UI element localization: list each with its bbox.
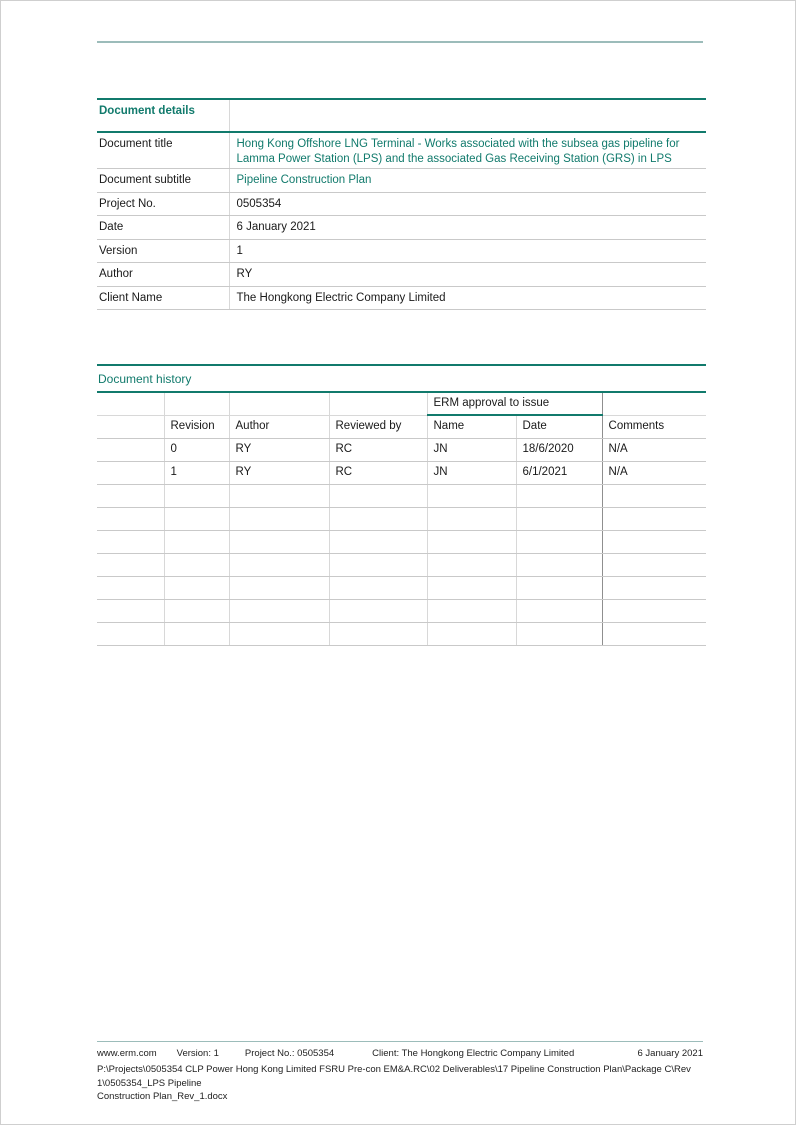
history-empty-row [97, 530, 706, 553]
history-cell-spacer [164, 392, 229, 415]
history-cell [427, 530, 516, 553]
footer-file-path-line1: P:\Projects\0505354 CLP Power Hong Kong Limited FSRU Pre-con EM&A.RC\02 Deliverables\17 Pipeline Construction Plan\Package C\Rev 1\0505354_LPS Pipeline [97, 1064, 691, 1089]
history-cell [602, 530, 706, 553]
history-empty-row [97, 576, 706, 599]
history-cell [164, 530, 229, 553]
history-cell [329, 576, 427, 599]
history-cell [329, 599, 427, 622]
history-cell [329, 507, 427, 530]
history-cell [602, 576, 706, 599]
details-row [97, 192, 706, 216]
history-cell [164, 622, 229, 645]
history-cell-spacer [97, 576, 164, 599]
history-cell: 18/6/2020 [516, 438, 602, 461]
history-cell: 6/1/2021 [516, 461, 602, 484]
details-label: Date [97, 216, 229, 240]
history-cell [516, 576, 602, 599]
details-value: Pipeline Construction Plan [229, 169, 706, 193]
history-empty-row [97, 599, 706, 622]
footer-project-no: Project No.: 0505354 [244, 1048, 335, 1059]
history-cell-spacer [97, 599, 164, 622]
details-label: Document title [97, 132, 229, 169]
history-row [97, 461, 706, 484]
document-history-table [97, 391, 706, 646]
history-row [97, 438, 706, 461]
history-cell: RC [329, 461, 427, 484]
history-cell: N/A [602, 461, 706, 484]
document-details-table [97, 98, 706, 310]
footer-info-line [97, 1048, 703, 1059]
history-cell [164, 553, 229, 576]
history-col-date: Date [516, 415, 602, 438]
history-cell-spacer [329, 392, 427, 415]
footer-rule [97, 1041, 703, 1042]
history-cell [516, 507, 602, 530]
footer-date: 6 January 2021 [637, 1048, 703, 1059]
history-cell: 1 [164, 461, 229, 484]
history-cell-spacer [97, 438, 164, 461]
footer-website: www.erm.com [97, 1048, 157, 1059]
history-erm-row [97, 392, 706, 415]
history-cell: RY [229, 461, 329, 484]
history-empty-row [97, 484, 706, 507]
history-cell-spacer [97, 461, 164, 484]
history-cell [602, 599, 706, 622]
history-cell [229, 576, 329, 599]
history-cell [164, 484, 229, 507]
history-cell [329, 530, 427, 553]
details-value: 1 [229, 239, 706, 263]
history-cell [602, 553, 706, 576]
history-cell [602, 484, 706, 507]
document-history-heading: Document history [98, 372, 192, 386]
history-cell-spacer [97, 507, 164, 530]
history-cell: JN [427, 461, 516, 484]
history-empty-row [97, 507, 706, 530]
history-cell [164, 507, 229, 530]
history-cell [516, 484, 602, 507]
history-cell [516, 599, 602, 622]
history-col-reviewed-by: Reviewed by [329, 415, 427, 438]
history-top-rule [97, 364, 706, 366]
details-row [97, 263, 706, 287]
history-cell [427, 484, 516, 507]
history-cell: RY [229, 438, 329, 461]
details-label: Version [97, 239, 229, 263]
details-value: 6 January 2021 [229, 216, 706, 240]
history-header-row [97, 415, 706, 438]
history-cell [229, 530, 329, 553]
details-row [97, 216, 706, 240]
history-col-author: Author [229, 415, 329, 438]
history-body [97, 438, 706, 645]
history-cell [329, 622, 427, 645]
history-cell [427, 576, 516, 599]
history-cell-spacer [97, 392, 164, 415]
details-value: RY [229, 263, 706, 287]
history-cell-spacer [602, 392, 706, 415]
history-cell [602, 622, 706, 645]
history-cell-spacer [229, 392, 329, 415]
details-row [97, 132, 706, 169]
history-cell [516, 622, 602, 645]
page-footer [97, 1041, 703, 1104]
details-label: Project No. [97, 192, 229, 216]
history-cell [427, 599, 516, 622]
details-value: Hong Kong Offshore LNG Terminal - Works associated with the subsea gas pipeline for Lamma Power Station (LPS) and the associated Gas Receiving Station (GRS) in LPS [229, 132, 706, 169]
details-label: Client Name [97, 286, 229, 310]
history-empty-row [97, 553, 706, 576]
history-cell: 0 [164, 438, 229, 461]
history-cell [164, 599, 229, 622]
document-history-section [97, 364, 706, 646]
history-cell: JN [427, 438, 516, 461]
history-cell [516, 530, 602, 553]
details-header-row [97, 99, 706, 132]
history-cell [229, 484, 329, 507]
details-header-spacer [229, 99, 706, 132]
document-details-heading: Document details [97, 99, 229, 132]
history-cell-spacer [97, 553, 164, 576]
document-details-section [97, 98, 706, 310]
page-top-rule [97, 41, 703, 43]
history-cell [516, 553, 602, 576]
details-row [97, 286, 706, 310]
history-cell [229, 507, 329, 530]
footer-client: Client: The Hongkong Electric Company Limited [372, 1048, 575, 1059]
footer-file-path [97, 1063, 703, 1104]
history-cell: N/A [602, 438, 706, 461]
details-row [97, 169, 706, 193]
footer-version: Version: 1 [176, 1048, 219, 1059]
history-cell [329, 553, 427, 576]
history-cell [427, 553, 516, 576]
history-cell: RC [329, 438, 427, 461]
history-cell [229, 553, 329, 576]
history-col-name: Name [427, 415, 516, 438]
history-cell-spacer [97, 622, 164, 645]
history-cell [329, 484, 427, 507]
history-cell-spacer [97, 484, 164, 507]
history-empty-row [97, 622, 706, 645]
details-value: The Hongkong Electric Company Limited [229, 286, 706, 310]
history-cell-spacer [97, 530, 164, 553]
history-cell [229, 622, 329, 645]
footer-file-path-line2: Construction Plan_Rev_1.docx [97, 1091, 228, 1102]
history-col-comments: Comments [602, 415, 706, 438]
history-cell-spacer [97, 415, 164, 438]
erm-approval-header: ERM approval to issue [427, 392, 602, 415]
details-label: Document subtitle [97, 169, 229, 193]
history-cell [602, 507, 706, 530]
history-cell [427, 507, 516, 530]
history-cell [427, 622, 516, 645]
details-value: 0505354 [229, 192, 706, 216]
history-cell [229, 599, 329, 622]
history-cell [164, 576, 229, 599]
details-body [97, 132, 706, 310]
details-row [97, 239, 706, 263]
details-label: Author [97, 263, 229, 287]
history-col-revision: Revision [164, 415, 229, 438]
